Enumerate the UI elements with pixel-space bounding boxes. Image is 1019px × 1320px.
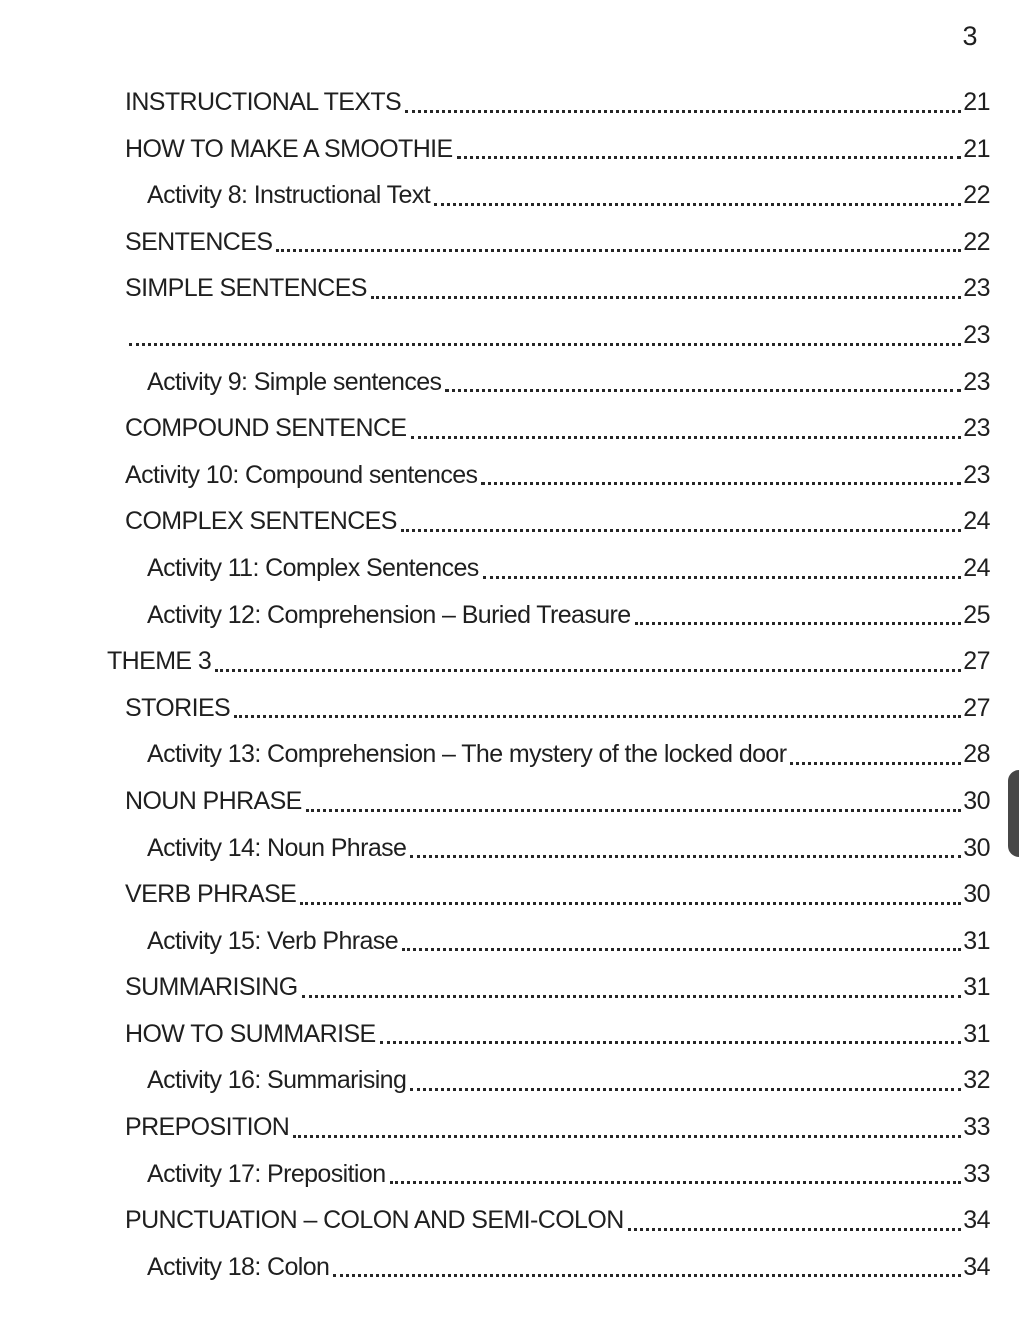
- toc-entry-label: Activity 17: Preposition: [147, 1159, 386, 1188]
- toc-leader-dots: [293, 1135, 961, 1138]
- toc-leader-dots: [481, 482, 961, 485]
- toc-entry-page: 28: [963, 740, 990, 769]
- toc-entry-label: Activity 9: Simple sentences: [147, 367, 442, 396]
- toc-entry-page: 27: [963, 693, 990, 722]
- toc-leader-dots: [390, 1181, 962, 1184]
- toc-entry-page: 22: [963, 227, 990, 256]
- toc-entry-label: THEME 3: [107, 647, 212, 676]
- toc-entry[interactable]: [107, 1057, 990, 1104]
- toc-entry[interactable]: [107, 592, 990, 639]
- toc-entry[interactable]: [107, 918, 990, 965]
- toc-entry-label: Activity 18: Colon: [147, 1252, 330, 1281]
- toc-entry[interactable]: [107, 825, 990, 872]
- toc-entry-label: Activity 12: Comprehension – Buried Treasure: [147, 600, 631, 629]
- toc-entry-label: Activity 13: Comprehension – The mystery of the locked door: [147, 740, 787, 769]
- toc-entry-page: 33: [963, 1159, 990, 1188]
- toc-leader-dots: [790, 762, 961, 765]
- toc-entry-page: 31: [963, 973, 990, 1002]
- toc-leader-dots: [483, 576, 961, 579]
- toc-leader-dots: [457, 156, 962, 159]
- toc-leader-dots: [234, 715, 961, 718]
- toc-leader-dots: [276, 249, 961, 252]
- toc-entry-page: 33: [963, 1113, 990, 1142]
- toc-entry-page: 27: [963, 647, 990, 676]
- toc-entry-label: COMPLEX SENTENCES: [125, 507, 397, 536]
- toc-leader-dots: [401, 529, 961, 532]
- toc-entry-page: 31: [963, 926, 990, 955]
- toc-entry[interactable]: [107, 312, 990, 359]
- toc-entry[interactable]: [107, 359, 990, 406]
- toc-leader-dots: [410, 855, 961, 858]
- toc-entry-label: SENTENCES: [125, 227, 273, 256]
- toc-entry-page: 31: [963, 1019, 990, 1048]
- toc-leader-dots: [628, 1228, 962, 1231]
- toc-entry-label: PUNCTUATION – COLON AND SEMI-COLON: [125, 1206, 624, 1235]
- toc-entry[interactable]: [107, 126, 990, 173]
- toc-entry[interactable]: [107, 1011, 990, 1058]
- toc-leader-dots: [371, 296, 961, 299]
- toc-entry[interactable]: [107, 731, 990, 778]
- toc-leader-dots: [411, 436, 962, 439]
- toc-entry[interactable]: [107, 1244, 990, 1291]
- toc-entry-label: HOW TO MAKE A SMOOTHIE: [125, 134, 453, 163]
- toc-entry-label: Activity 14: Noun Phrase: [147, 833, 407, 862]
- toc-entry-page: 32: [963, 1066, 990, 1095]
- toc-entry-page: 21: [963, 134, 990, 163]
- toc-leader-dots: [129, 343, 961, 346]
- toc-entry-label: HOW TO SUMMARISE: [125, 1019, 376, 1048]
- toc-entry-label: Activity 8: Instructional Text: [147, 181, 431, 210]
- toc-entry-page: 23: [963, 320, 990, 349]
- toc-entry-label: NOUN PHRASE: [125, 786, 302, 815]
- toc-entry[interactable]: [107, 172, 990, 219]
- toc-entry[interactable]: [107, 219, 990, 266]
- toc-entry-page: 21: [963, 88, 990, 116]
- toc-entry-page: 30: [963, 880, 990, 909]
- toc-entry-label: SIMPLE SENTENCES: [125, 274, 367, 303]
- toc-entry[interactable]: [107, 265, 990, 312]
- toc-entry-label: SUMMARISING: [125, 973, 298, 1002]
- toc-entry-page: 23: [963, 367, 990, 396]
- toc-entry-label: Activity 15: Verb Phrase: [147, 926, 399, 955]
- toc-leader-dots: [445, 389, 961, 392]
- toc-leader-dots: [306, 809, 961, 812]
- toc-entry[interactable]: [107, 685, 990, 732]
- toc-entry[interactable]: [107, 638, 990, 685]
- page-number: 3: [962, 21, 977, 51]
- toc-entry[interactable]: [107, 498, 990, 545]
- scroll-indicator[interactable]: [1008, 770, 1019, 857]
- toc-entry-page: 23: [963, 274, 990, 303]
- toc-leader-dots: [215, 669, 961, 672]
- toc-leader-dots: [300, 902, 961, 905]
- toc-leader-dots: [405, 110, 961, 113]
- toc-entry-label: COMPOUND SENTENCE: [125, 414, 407, 443]
- toc-leader-dots: [302, 995, 962, 998]
- toc-entry[interactable]: [107, 964, 990, 1011]
- toc-entry-page: 24: [963, 507, 990, 536]
- toc-entry-page: 23: [963, 414, 990, 443]
- toc-leader-dots: [410, 1088, 961, 1091]
- toc-entry[interactable]: [107, 871, 990, 918]
- toc-leader-dots: [380, 1041, 962, 1044]
- toc-leader-dots: [434, 203, 961, 206]
- toc-entry-label: Activity 11: Complex Sentences: [147, 553, 479, 582]
- toc-entry-label: Activity 10: Compound sentences: [125, 460, 478, 489]
- toc-entry-page: 34: [963, 1206, 990, 1235]
- toc-entry-label: Activity 16: Summarising: [147, 1066, 407, 1095]
- toc-entry-page: 30: [963, 786, 990, 815]
- toc-entry-page: 25: [963, 600, 990, 629]
- toc-entry-label: VERB PHRASE: [125, 880, 297, 909]
- toc-entry-label: STORIES: [125, 693, 231, 722]
- toc-entry[interactable]: [107, 452, 990, 499]
- toc-entry[interactable]: [107, 545, 990, 592]
- toc-entry[interactable]: [107, 405, 990, 452]
- toc-entry-label: PREPOSITION: [125, 1113, 290, 1142]
- toc-entry-page: 30: [963, 833, 990, 862]
- toc-entry-page: 23: [963, 460, 990, 489]
- toc-leader-dots: [635, 622, 962, 625]
- toc-entry-page: 24: [963, 553, 990, 582]
- toc-entry-page: 34: [963, 1252, 990, 1281]
- toc-entry[interactable]: [107, 778, 990, 825]
- toc-entry[interactable]: [107, 1197, 990, 1244]
- toc-entry[interactable]: [107, 1104, 990, 1151]
- toc-entry-page: 22: [963, 181, 990, 210]
- toc-entry[interactable]: [107, 79, 990, 126]
- toc-entry[interactable]: [107, 1151, 990, 1198]
- toc-leader-dots: [402, 948, 961, 951]
- table-of-contents: [107, 79, 990, 1290]
- toc-entry-label: INSTRUCTIONAL TEXTS: [125, 88, 402, 116]
- toc-leader-dots: [333, 1274, 961, 1277]
